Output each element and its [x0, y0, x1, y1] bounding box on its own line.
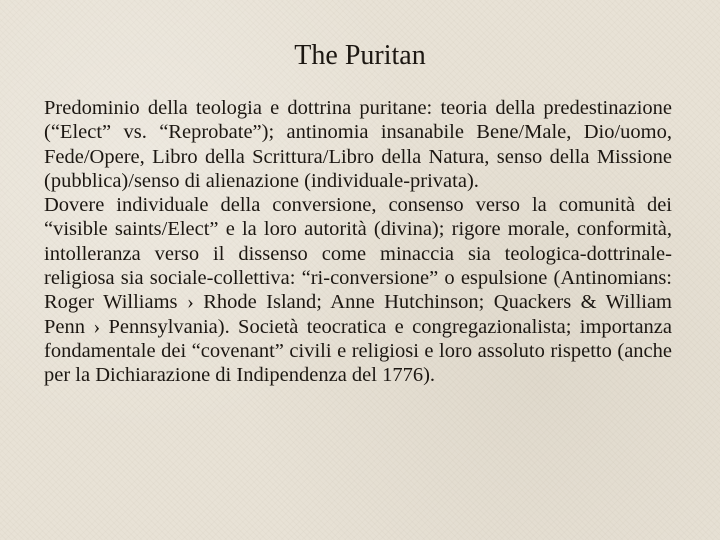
slide-title: The Puritan — [294, 40, 426, 71]
paragraph-theology: Predominio della teologia e dottrina puritane: teoria della predestinazione (“Elect” vs. “Reprobate”); antinomia insanabile Bene/Male, Dio/uomo, Fede/Opere, Libro della Scrittura/Libro della Natura, senso della Missione (pubblica)/senso di alienazione (individuale-privata). — [44, 97, 672, 192]
paragraph-conversion: Dovere individuale della conversione, consenso verso la comunità dei “visible saints/Elect” e la loro autorità (divina); rigore morale, conformità, intolleranza verso il dissenso come minaccia sia teologica-dottrinale-religiosa sia sociale-collettiva: “ri-conversione” o espulsione (Antinomians: Roger Williams › Rhode Island; Anne Hutchinson; Quackers & William Penn › Pennsylvania). Società teocratica e congregazionalista; importanza fondamentale dei “covenant” civili e religiosi e loro assoluto rispetto (anche per la Dichiarazione di Indipendenza del 1776). — [44, 194, 672, 387]
slide-body — [44, 96, 672, 388]
